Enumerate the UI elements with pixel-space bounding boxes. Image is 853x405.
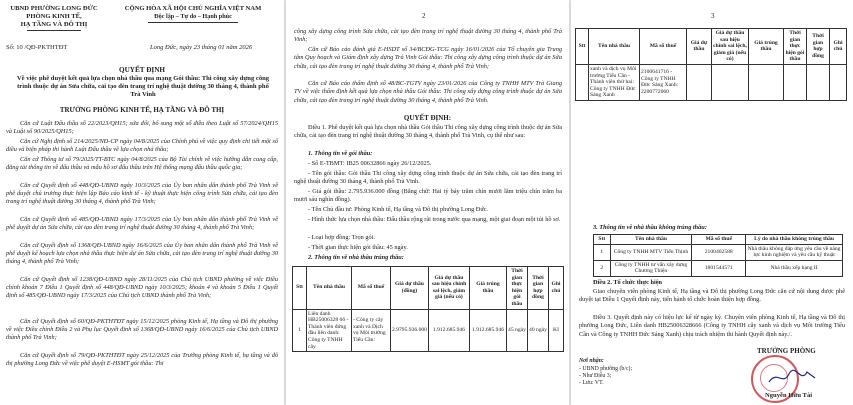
table-header: Giá trúng thầu	[469, 267, 506, 310]
article-3-text: Điều 3. Quyết định này có hiệu lực kể từ ngày ký. Chuyên viên phòng Kinh tế, Hạ tầng và Đô thị phường Long Đức, Liên danh HB25006328666 (Công ty TNHH cây xanh và dịch vụ Môi trường Tiểu Cần và Công ty TNHH Đức Sáng Xanh) chịu trách nhiệm thi hành Quyết định này./.	[579, 314, 845, 338]
recipient-item: - Như Điều 3;	[579, 373, 612, 379]
legal-basis-9: Căn cứ Quyết định số 79/QĐ-PKTHTĐT ngày 25/12/2025 của Trưởng phòng Kinh tế, hạ tầng và đô thị phường Long Đức về việc phê duyệt E-HSMT gói thầu: Thi	[6, 352, 278, 368]
item-duration: - Thời gian thực hiện gói thầu: 45 ngày.	[308, 244, 408, 251]
document-page-1	[0, 0, 284, 405]
table-cell: Nhà thầu xếp hạng II	[746, 260, 843, 276]
table-header-row	[594, 235, 843, 245]
table-header: Giá dự thầu sau hiệu chỉnh sai lệch, giảm giá (nếu có)	[712, 29, 749, 65]
table-cell: 2	[594, 260, 611, 276]
table-cell: 1801544571	[692, 260, 746, 276]
table-cell: 2.9795.936.000	[391, 309, 429, 352]
nation-line-1: CỘNG HÒA XÃ HỘI CHỦ NGHĨA VIỆT NAM	[124, 5, 262, 12]
legal-basis-3: Căn cứ Thông tư số 79/2025/TT-BTC ngày 04/8/2025 của Bộ Tài chính về việc hướng dẫn cung cấp, đăng tải thông tin về đấu thầu và mẫu hồ sơ đấu thầu trên Hệ thống mạng đấu thầu quốc gia;	[6, 156, 278, 172]
nation-motto: Độc lập – Tự do – Hạnh phúc	[154, 13, 232, 20]
winning-bidder-table	[292, 266, 564, 352]
article-2-heading: Điều 2. Tổ chức thực hiện	[593, 279, 663, 286]
table-header-row	[576, 29, 847, 65]
decide-heading: QUYẾT ĐỊNH:	[403, 114, 452, 122]
decision-subject: Về việc phê duyệt kết quả lựa chọn nhà thầu qua mạng Gói thầu: Thi công xây dựng công trình thuộc dự án Sửa chữa, cải tạo đèn trang trí nghệ thuật đường 30 tháng 4, thành phố Trà Vinh	[16, 75, 270, 98]
table-cell	[784, 64, 807, 100]
table-cell: 1.912.685.946	[428, 309, 469, 352]
section-3-heading: 3. Thông tin về nhà thầu không trúng thầu:	[593, 224, 707, 231]
legal-basis-2: Căn cứ Nghị định số 214/2025/NĐ-CP ngày 04/8/2025 của Chính phủ về việc quy định chi tiết một số điều và biện pháp thi hành Luật Đấu thầu về lựa chọn nhà thầu;	[6, 138, 278, 154]
table-cell: xanh và dịch vụ Môi trường Tiểu Cần - Thành viên thứ hai: Công ty TNHH Đức Sáng Xanh	[589, 64, 640, 100]
table-cell	[576, 64, 589, 100]
losing-bidders-table	[593, 234, 843, 277]
table-cell: 1	[293, 309, 307, 352]
table-cell: Nhà thầu không đáp ứng yêu cầu về năng lực kinh nghiệm và yêu cầu kỹ thuật	[746, 244, 843, 260]
table-header: Mã số thuế	[640, 29, 687, 65]
national-header	[104, 5, 282, 23]
winning-bidder-table-continued	[575, 28, 847, 101]
table-cell	[712, 64, 749, 100]
legal-basis-5: Căn cứ Quyết định số 485/QĐ-UBND ngày 17/3/2025 của Ủy ban nhân dân thành phố Trà Vinh về phê duyệt dự án Sửa chữa, cải tạo đèn trang trí nghệ thuật đường 30 tháng 4, thành phố Trà Vinh;	[6, 216, 278, 232]
item-package-price: - Giá gói thầu: 2.795.936.000 đồng (Bằng chữ: Hai tỷ bảy trăm chín mươi lăm triệu chín trăm ba mươi sáu nghìn đồng).	[294, 188, 562, 204]
legal-basis-4: Căn cứ Quyết định số 448/QĐ-UBND ngày 10/3/2025 của Ủy ban nhân dân thành phố Trà Vinh về phê duyệt chủ trương thực hiện lập Báo cáo kinh tế - kỹ thuật thực hiện công trình Sửa chữa, cải tạo đèn trang trí nghệ thuật đường 30 tháng 4, thành phố Trà Vinh;	[6, 182, 278, 206]
org-underline	[27, 30, 81, 31]
document-page-2	[286, 0, 569, 405]
table-header: Stt	[293, 267, 307, 310]
motto-underline	[148, 22, 238, 23]
legal-basis-6: Căn cứ Quyết định số 1368/QĐ-UBND ngày 16/6/2025 của Ủy ban nhân dân thành phố Trà Vinh về phê duyệt kế hoạch lựa chọn nhà thầu thực hiện dự án Sửa chữa, cải tạo đèn trang trí nghệ thuật đường 30 tháng 4, thành phố Trà Vinh;	[6, 242, 278, 266]
article-2-text: Giao chuyên viên phòng Kinh tế, Hạ tầng và Đô thị phường Long Đức căn cứ nội dung được phê duyệt tại Điều 1 Quyết định này, tiến hành tổ chức hoàn thiện hợp đồng.	[579, 288, 845, 304]
org-line-3: HẠ TẦNG VÀ ĐÔ THỊ	[20, 21, 88, 28]
table-cell: Công ty TNHH MTV Tiến Thịnh	[610, 244, 692, 260]
document-number: Số: 10 /QĐ-PKTHTĐT	[6, 44, 68, 51]
table-cell: 1.912.685.946	[469, 309, 506, 352]
signer-name: Nguyễn Hữu Tài	[765, 392, 813, 399]
basis-appraisal-report: Căn cứ Báo cáo thẩm định số 48/BC-TGTV ngày 23/01/2026 của Công ty TNHH MTV Trà Giang TV về việc thẩm định kết quả lựa chọn nhà thầu Gói thầu: Thi công xây dựng công trình thuộc dự án Sửa chữa, cải tạo đèn trang trí nghệ thuật đường 30 tháng 4, thành phố Trà Vinh.	[294, 80, 562, 104]
table-header: Mã số thuế	[692, 235, 746, 245]
table-row	[576, 64, 847, 100]
table-cell: 2100402588	[692, 244, 746, 260]
table-cell: KI	[548, 309, 563, 352]
handwritten-signature	[767, 366, 817, 388]
table-header: Giá dự thầu sau hiệu chỉnh sai lệch, giảm giá (nếu có)	[428, 267, 469, 310]
item-selection-method: - Hình thức lựa chọn nhà thầu: Đấu thầu rộng rãi trong nước qua mạng, một giai đoạn một túi hồ sơ.	[308, 216, 561, 223]
legal-basis-1: Căn cứ Luật Đấu thầu số 22/2023/QH15; sửa đổi, bổ sung một số điều theo Luật số 57/2024/QH15 và Luật số 90/2025/QH15;	[6, 120, 278, 136]
recipient-item: - Lưu: VT.	[579, 380, 604, 386]
table-header: Tên nhà thầu	[307, 267, 352, 310]
table-header: Lý do nhà thầu không trúng thầu	[746, 235, 843, 245]
issuing-organization	[4, 5, 104, 31]
item-investor: - Tên Chủ đầu tư: Phòng Kinh tế, Hạ tầng và Đô thị phường Long Đức.	[308, 206, 489, 213]
item-package-name: - Tên gói thầu: Gói thầu Thi công xây dựng công trình thuộc dự án Sửa chữa, cải tạo đèn trang trí nghệ thuật đường 30 tháng 4, thành phố Trà Vinh.	[294, 170, 562, 186]
continued-basis: công xây dựng công trình Sửa chữa, cải tạo đèn trang trí nghệ thuật đường 30 tháng 4, thành phố Trà Vinh;	[294, 28, 562, 44]
recipients-label: Nơi nhận:	[579, 358, 604, 364]
table-header: Ghi chú	[548, 267, 563, 310]
table-cell: Liên danh HB25006328 66 - Thành viên đứng đầu liên danh: Công ty TNHH cây	[307, 309, 352, 352]
table-header: Thời gian hợp đồng	[807, 29, 830, 65]
table-header: Giá trúng thầu	[749, 29, 784, 65]
table-header: Giá dự thầu	[687, 29, 712, 65]
table-header: Mã số thuế	[352, 267, 391, 310]
table-cell: 1	[594, 244, 611, 260]
section-1-heading: 1. Thông tin về gói thầu:	[308, 150, 373, 157]
legal-basis-8: Căn cứ Quyết định số 60/QĐ-PKTHTĐT ngày 15/12/2025 phòng Kinh tế, Hạ tầng và Đô thị phường về việc Điều chỉnh Điều 2 và Phụ lục Quyết định số 1368/QĐ-UBND ngày 16/6/2025 của Chủ tịch UBND thành phố Trà Vinh;	[6, 318, 278, 342]
table-cell	[687, 64, 712, 100]
legal-basis-7: Căn cứ Quyết định số 1238/QĐ-UBND ngày 28/11/2025 của Chủ tịch UBND phường về việc Điều chỉnh khoản 7 Điều 1 Quyết định số 448/QĐ-UBND ngày 10/3/2025; khoản 4 và khoản 5 Điều 1 Quyết định số 485/QĐ-UBND ngày 17/3/2025 của Chủ tịch UBND thành phố Trà Vinh;	[6, 276, 278, 300]
page-number: 3	[711, 12, 715, 20]
table-cell: 40 ngày	[527, 309, 548, 352]
table-cell	[830, 64, 847, 100]
item-tbmt: - Số E-TBMT: IB25 00632866 ngày 26/12/2025.	[308, 160, 432, 167]
table-header: Stt	[576, 29, 589, 65]
issuer-title: TRƯỞNG PHÒNG KINH TẾ, HẠ TẦNG VÀ ĐÔ THỊ	[59, 106, 225, 114]
table-header: Stt	[594, 235, 611, 245]
table-row	[594, 244, 843, 260]
decision-title: QUYẾT ĐỊNH	[119, 66, 165, 74]
org-line-1: UBND PHƯỜNG LONG ĐỨC	[10, 5, 98, 12]
item-contract-type: - Loại hợp đồng: Trọn gói.	[308, 234, 376, 241]
org-line-2: PHÒNG KINH TẾ,	[26, 13, 82, 20]
document-date: Long Đức, ngày 23 tháng 01 năm 2026	[150, 44, 253, 51]
table-cell: - Công ty cây xanh và Dịch vụ Môi trường Tiểu Cần:	[352, 309, 391, 352]
table-row	[293, 309, 564, 352]
table-cell	[807, 64, 830, 100]
table-header: Thời gian thực hiện gói thầu	[506, 267, 527, 310]
table-header: Tên nhà thầu	[589, 29, 640, 65]
table-cell: Công ty TNHH tư vấn xây dựng Chương Thiện	[610, 260, 692, 276]
basis-evaluation-report: Căn cứ Báo cáo đánh giá E-HSDT số 34/BCĐG-TCG ngày 16/01/2026 của Tổ chuyên gia Trung tâm Quy hoạch và Giám định xây dựng Trà Vinh Gói thầu: Thi công xây dựng công trình thuộc dự án Sửa chữa, cải tạo đèn trang trí nghệ thuật đường 30 tháng 4, thành phố Trà Vinh;	[294, 46, 562, 70]
recipient-item: - UBND phường (b/c);	[579, 366, 633, 372]
signatory-title: TRƯỞNG PHÒNG	[757, 347, 816, 355]
table-header: Giá dự thầu (đồng)	[391, 267, 429, 310]
article-1: Điều 1. Phê duyệt kết quả lựa chọn nhà thầu Gói thầu Thi công xây dựng công trình thuộc dự án Sửa chữa, cải tạo đèn trang trí nghệ thuật đường 30 tháng 4, thành phố Trà Vinh, cụ thể như sau:	[294, 124, 562, 140]
page-number: 2	[422, 12, 426, 20]
table-cell: 45 ngày	[506, 309, 527, 352]
table-row	[594, 260, 843, 276]
table-cell: 2100641716 - Công ty TNHH Đức Sáng Xanh: 2200772060	[640, 64, 687, 100]
section-2-heading: 2. Thông tin về nhà thầu trúng thầu:	[308, 254, 404, 261]
table-header: Tên nhà thầu	[610, 235, 692, 245]
document-page-3	[571, 0, 853, 405]
table-header: Ghi chú	[830, 29, 847, 65]
table-cell	[749, 64, 784, 100]
table-header: Thời gian hợp đồng	[527, 267, 548, 310]
table-header: Thời gian thực hiện gói thầu	[784, 29, 807, 65]
table-header-row	[293, 267, 564, 310]
